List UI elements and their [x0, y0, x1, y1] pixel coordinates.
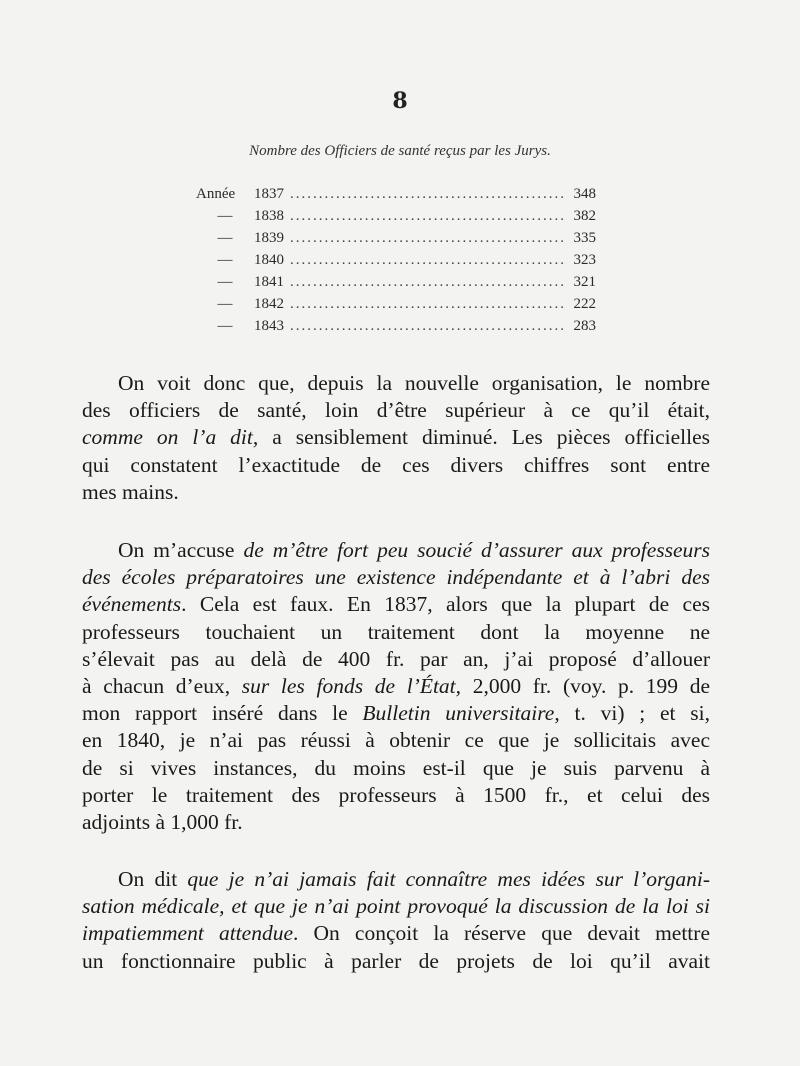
text-segment: s’élevait pas au delà de 400 fr. par an, j’ai proposé d’allouer	[82, 646, 710, 671]
row-value: 382	[573, 208, 596, 224]
dash-label: —	[217, 252, 233, 268]
text-line	[82, 893, 710, 920]
text-segment: de si vives instances, du moins est-il que je suis parvenu à	[82, 755, 710, 780]
text-line	[82, 397, 710, 424]
dot-leader	[288, 208, 564, 225]
text-segment: qui constatent l’exactitude de ces divers chiffres sont entre	[82, 452, 710, 477]
text-segment: 2,000 fr. (voy. p. 199 de	[461, 674, 711, 699]
text-line	[82, 646, 710, 673]
table-row	[196, 208, 596, 230]
row-year: 1843	[254, 318, 284, 334]
year-label: Année	[196, 186, 236, 202]
text-segment: . Cela est faux. En 1837, alors que la plupart de ces	[181, 592, 710, 617]
text-line	[82, 782, 710, 809]
row-value: 283	[573, 318, 596, 334]
text-line	[82, 673, 710, 700]
dot-leader	[288, 252, 564, 269]
text-line	[82, 452, 710, 479]
dash-label: —	[217, 274, 233, 290]
italic-text: des écoles préparatoires une existence indépendante et à l’abri des	[82, 565, 710, 590]
text-segment: professeurs touchaient un traitement dont la moyenne ne	[82, 619, 710, 644]
text-segment: mon rapport inséré dans le	[82, 701, 363, 726]
row-year: 1839	[254, 230, 284, 246]
row-year: 1840	[254, 252, 284, 268]
text-line	[82, 727, 710, 754]
text-line	[82, 920, 710, 947]
statistics-table	[196, 186, 596, 340]
page-number: 8	[392, 88, 408, 114]
row-value: 222	[573, 296, 596, 312]
row-value: 335	[573, 230, 596, 246]
row-value: 348	[573, 186, 596, 202]
text-line	[82, 424, 710, 451]
italic-text: événements	[82, 592, 182, 617]
text-segment: , t. vi) ; et si,	[554, 701, 710, 726]
table-row	[196, 186, 596, 208]
text-segment: mes mains.	[82, 479, 179, 504]
text-segment: On voit donc que, depuis la nouvelle organisation, le nombre	[118, 371, 710, 395]
paragraph-2	[82, 537, 710, 836]
dash-label: —	[217, 230, 233, 246]
row-year: 1838	[254, 208, 284, 224]
italic-text: de m’être fort peu soucié d’assurer aux professeurs	[243, 538, 711, 562]
text-segment: On m’accuse	[118, 538, 244, 562]
dash-label: —	[217, 296, 233, 312]
row-year: 1842	[254, 296, 284, 312]
row-year: 1837	[254, 186, 284, 202]
dot-leader	[288, 296, 564, 313]
table-row	[196, 230, 596, 252]
italic-text: Bulletin universitaire	[362, 701, 555, 726]
italic-text: sur les fonds de l’État,	[241, 674, 462, 699]
text-line	[82, 370, 710, 397]
dot-leader	[288, 186, 564, 203]
text-line	[82, 866, 710, 893]
italic-text: que je n’ai jamais fait connaître mes idées sur l’organi-	[187, 867, 710, 891]
row-value: 323	[573, 252, 596, 268]
paragraph-1	[82, 370, 710, 506]
text-segment: à chacun d’eux,	[82, 674, 242, 699]
text-line	[82, 809, 710, 836]
text-segment: adjoints à 1,000 fr.	[82, 810, 243, 835]
text-line	[82, 564, 710, 591]
text-segment: On dit	[118, 867, 188, 891]
table-row	[196, 252, 596, 274]
dash-label: —	[217, 208, 233, 224]
dot-leader	[288, 230, 564, 247]
text-segment: des officiers de santé, loin d’être supérieur à ce qu’il était,	[82, 398, 710, 423]
italic-text: impatiemment attendue	[82, 921, 293, 946]
row-value: 321	[573, 274, 596, 290]
text-segment: a sensiblement diminué. Les pièces officielles	[258, 425, 711, 450]
table-row	[196, 296, 596, 318]
paragraph-3	[82, 866, 710, 975]
italic-text: comme on l’a dit,	[82, 425, 259, 450]
text-line	[82, 619, 710, 646]
dash-label: —	[217, 318, 233, 334]
text-segment: un fonctionnaire public à parler de projets de loi qu’il avait	[82, 948, 710, 973]
dot-leader	[288, 274, 564, 291]
text-segment: . On conçoit la réserve que devait mettre	[292, 921, 710, 946]
dot-leader	[288, 318, 564, 335]
text-segment: porter le traitement des professeurs à 1500 fr., et celui des	[82, 782, 710, 807]
text-line	[82, 948, 710, 975]
italic-text: sation médicale, et que je n’ai point provoqué la discussion de la loi si	[82, 894, 710, 919]
table-title: Nombre des Officiers de santé reçus par les Jurys.	[249, 143, 551, 159]
text-line	[82, 537, 710, 564]
text-line	[82, 755, 710, 782]
text-segment: en 1840, je n’ai pas réussi à obtenir ce que je sollicitais avec	[82, 728, 710, 753]
table-row	[196, 274, 596, 296]
row-year: 1841	[254, 274, 284, 290]
text-line	[82, 700, 710, 727]
table-row	[196, 318, 596, 340]
text-line	[82, 591, 710, 618]
text-line	[82, 479, 710, 506]
